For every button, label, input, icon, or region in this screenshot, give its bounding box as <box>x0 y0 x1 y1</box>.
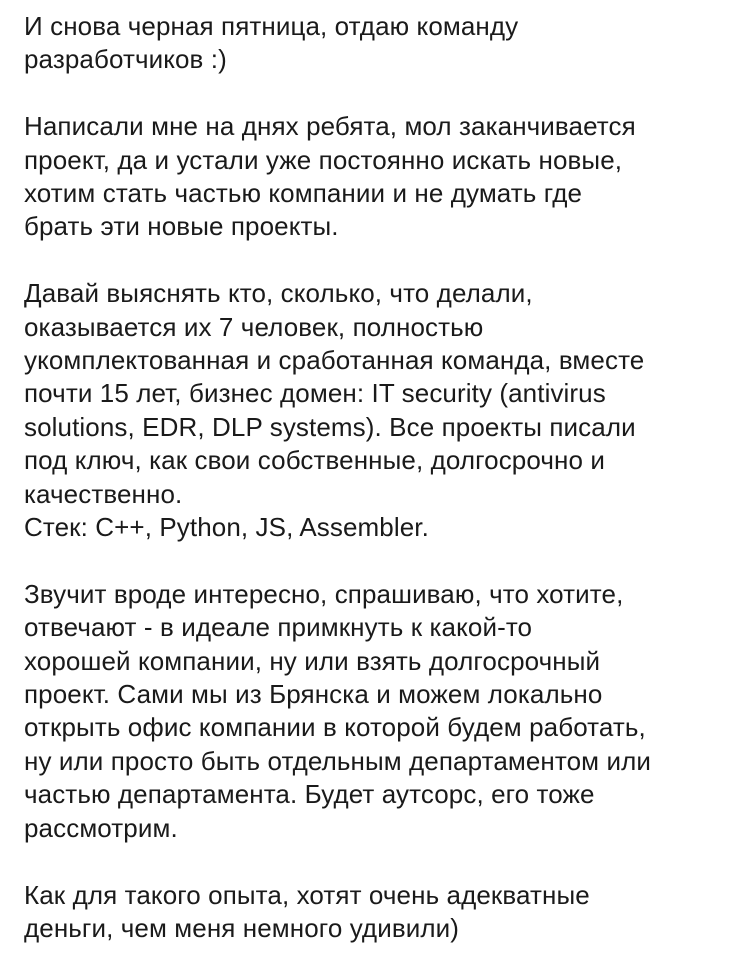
text-line: под ключ, как свои собственные, долгосрочно и <box>24 445 605 476</box>
text-line: solutions, EDR, DLP systems). Все проекты писали <box>24 411 636 442</box>
text-line: оказывается их 7 человек, полностью <box>24 311 484 342</box>
paragraph-conclusion <box>24 879 734 946</box>
text-line: рассмотрим. <box>24 812 178 843</box>
text-line: Как для такого опыта, хотят очень адекватные <box>24 879 590 910</box>
text-line: проект. Сами мы из Брянска и можем локально <box>24 679 603 710</box>
text-line: Звучит вроде интересно, спрашиваю, что хотите, <box>24 578 624 609</box>
text-line: брать эти новые проекты. <box>24 211 339 242</box>
post-body <box>24 10 734 945</box>
text-line: Стек: C++, Python, JS, Assembler. <box>24 512 429 543</box>
text-line: почти 15 лет, бизнес домен: IT security (antivirus <box>24 378 606 409</box>
text-line: отвечают - в идеале примкнуть к какой-то <box>24 612 533 643</box>
text-line: открыть офис компании в которой будем работать, <box>24 712 646 743</box>
text-line: деньги, чем меня немного удивили) <box>24 912 460 943</box>
text-line: частью департамента. Будет аутсорс, его тоже <box>24 779 595 810</box>
paragraph-intro <box>24 10 734 77</box>
text-line: ну или просто быть отдельным департаментом или <box>24 745 651 776</box>
paragraph-request <box>24 110 734 244</box>
text-line: разработчиков :) <box>24 44 227 75</box>
text-line: хотим стать частью компании и не думать где <box>24 178 583 209</box>
paragraph-team-details <box>24 277 734 544</box>
text-line: хорошей компании, ну или взять долгосрочный <box>24 645 601 676</box>
text-line: качественно. <box>24 478 183 509</box>
text-line: проект, да и устали уже постоянно искать новые, <box>24 144 623 175</box>
text-line: Давай выяснять кто, сколько, что делали, <box>24 278 533 309</box>
paragraph-wishes <box>24 578 734 845</box>
text-line: укомплектованная и сработанная команда, вместе <box>24 345 645 376</box>
text-line: Написали мне на днях ребята, мол заканчивается <box>24 111 636 142</box>
text-line: И снова черная пятница, отдаю команду <box>24 11 519 41</box>
